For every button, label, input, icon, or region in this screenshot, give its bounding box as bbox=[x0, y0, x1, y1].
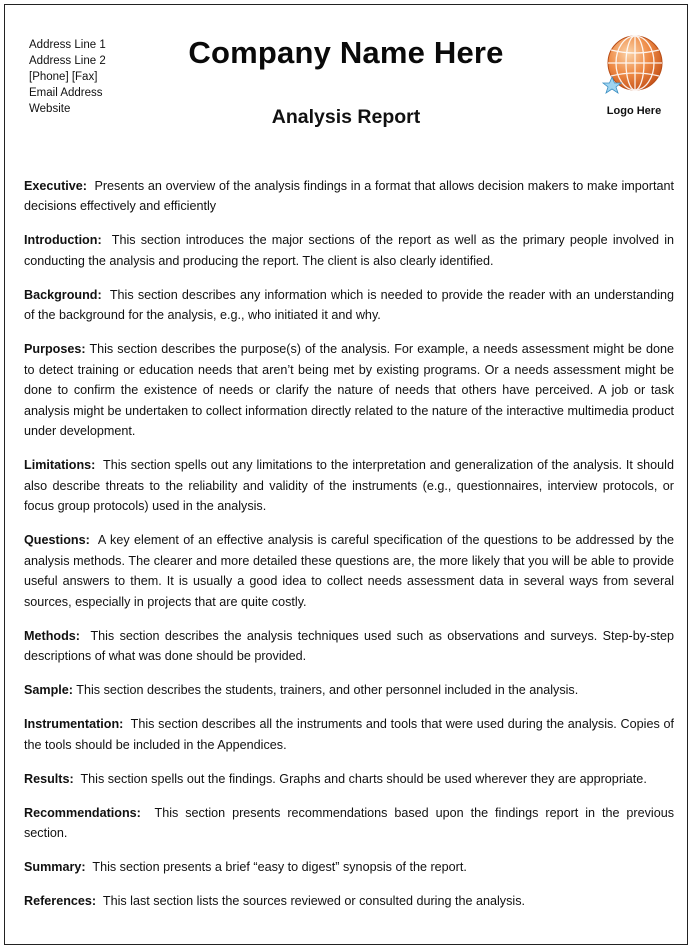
section-term: Instrumentation: bbox=[24, 717, 124, 732]
section-questions bbox=[24, 530, 674, 612]
section-introduction bbox=[24, 230, 674, 271]
section-summary bbox=[24, 857, 674, 878]
section-sample bbox=[24, 680, 674, 701]
section-executive bbox=[24, 176, 674, 217]
section-text: Presents an overview of the analysis findings in a format that allows decision makers to make important decisions effectively and efficiently bbox=[24, 178, 674, 214]
section-term: Sample: bbox=[24, 683, 73, 698]
section-term: Methods: bbox=[24, 628, 80, 643]
section-text: This section introduces the major sections of the report as well as the primary people involved in conducting the analysis and producing the report. The client is also clearly identified. bbox=[24, 233, 675, 268]
report-title: Analysis Report bbox=[271, 106, 421, 128]
section-term: Recommendations: bbox=[24, 805, 141, 820]
website: Website bbox=[29, 103, 71, 115]
section-purposes bbox=[24, 339, 674, 442]
section-text: This section describes the purpose(s) of the analysis. For example, a needs assessment might be done to detect training or education needs that aren’t being met by existing programs. Or a needs assessment might be done to confirm the existence of needs or clarify the nature of needs that others have perceived. A job or task analysis might be undertaken to collect information directly related to the nature of the interactive multimedia product under development. bbox=[24, 342, 674, 439]
section-text: This section describes all the instruments and tools that were used during the analysis. Copies of the tools should be included in the Appendices. bbox=[24, 717, 674, 752]
section-term: Background: bbox=[24, 287, 102, 302]
section-term: Introduction: bbox=[24, 233, 102, 248]
section-text: This section describes any information which is needed to provide the reader with an understanding of the background for the analysis, e.g., who initiated it and why. bbox=[24, 287, 674, 323]
company-name: Company Name Here bbox=[188, 35, 504, 70]
section-term: Questions: bbox=[24, 533, 90, 548]
section-references bbox=[24, 891, 674, 912]
globe-icon bbox=[601, 33, 665, 97]
section-term: References: bbox=[24, 894, 97, 909]
section-term: Summary: bbox=[24, 860, 86, 875]
section-term: Executive: bbox=[24, 178, 87, 193]
section-text: A key element of an effective analysis is careful specification of the questions to be addressed by the analysis methods. The clearer and more detailed these questions are, the more likely that you will be able to provide useful answers to them. It is usually a good idea to collect needs assessment data in several ways from several sources, especially in projects that are quite costly. bbox=[24, 533, 674, 609]
section-text: This section spells out the findings. Graphs and charts should be used wherever they are appropriate. bbox=[80, 771, 647, 786]
section-text: This section presents recommendations based upon the findings report in the previous section. bbox=[24, 805, 674, 841]
section-text: This section describes the analysis techniques used such as observations and surveys. Step-by-step descriptions of what was done should be provided. bbox=[24, 628, 674, 664]
section-background bbox=[24, 285, 674, 326]
section-instrumentation bbox=[24, 714, 674, 755]
section-limitations bbox=[24, 455, 674, 517]
section-results bbox=[24, 769, 674, 790]
address-line-1: Address Line 1 bbox=[29, 39, 106, 51]
section-recommendations bbox=[24, 803, 674, 844]
phone-fax: [Phone] [Fax] bbox=[29, 71, 98, 83]
email-address: Email Address bbox=[29, 87, 103, 99]
section-text: This section presents a brief “easy to digest” synopsis of the report. bbox=[92, 860, 467, 875]
document-page bbox=[4, 4, 688, 945]
report-sections bbox=[24, 163, 674, 925]
section-text: This section spells out any limitations to the interpretation and generalization of the analysis. It should also describe threats to the reliability and validity of the instruments (e.g., questionnaires, interview protocols, or focus group protocols) used in the analysis. bbox=[24, 458, 674, 514]
logo-label: Logo Here bbox=[606, 105, 662, 117]
section-text: This section describes the students, trainers, and other personnel included in the analysis. bbox=[76, 683, 579, 698]
address-line-2: Address Line 2 bbox=[29, 55, 106, 67]
section-term: Purposes: bbox=[24, 342, 86, 357]
section-term: Results: bbox=[24, 771, 74, 786]
logo bbox=[598, 33, 670, 123]
section-term: Limitations: bbox=[24, 458, 96, 473]
section-text: This last section lists the sources reviewed or consulted during the analysis. bbox=[102, 894, 525, 909]
section-methods bbox=[24, 626, 674, 667]
